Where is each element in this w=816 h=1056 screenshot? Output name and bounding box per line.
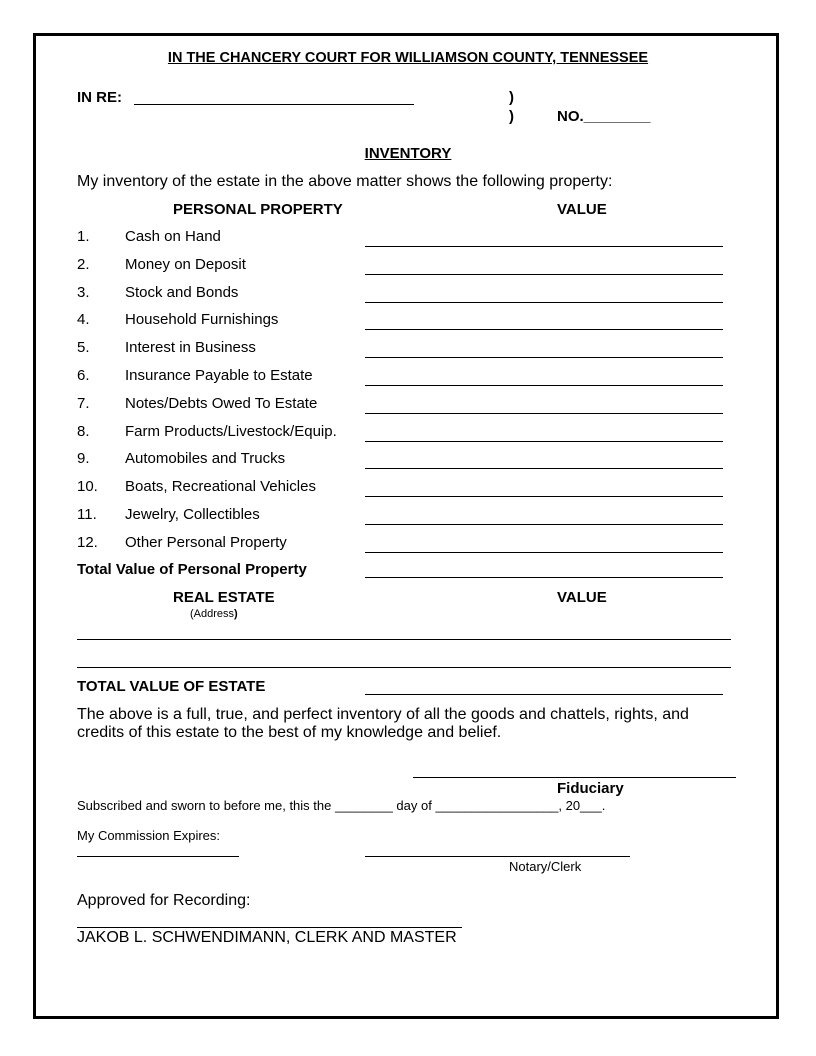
inventory-intro: My inventory of the estate in the above matter shows the following property: bbox=[77, 173, 613, 190]
property-item-label: Money on Deposit bbox=[125, 255, 246, 273]
fiduciary-signature-line[interactable] bbox=[413, 777, 736, 778]
property-item-label: Boats, Recreational Vehicles bbox=[125, 478, 316, 496]
real-estate-line-2[interactable] bbox=[77, 667, 731, 668]
address-note: (Address) bbox=[190, 608, 238, 620]
commission-label: My Commission Expires: bbox=[77, 828, 221, 843]
property-item-label: Interest in Business bbox=[125, 339, 256, 357]
fiduciary-label: Fiduciary bbox=[557, 780, 624, 797]
property-item-number: 2. bbox=[77, 255, 90, 273]
property-item-label: Notes/Debts Owed To Estate bbox=[125, 394, 318, 412]
caption-paren-1: ) bbox=[509, 89, 514, 106]
property-item-number: 4. bbox=[77, 311, 90, 329]
property-item-number: 6. bbox=[77, 367, 90, 384]
in-re-label: IN RE: bbox=[77, 89, 122, 106]
property-item-label: Household Furnishings bbox=[125, 311, 279, 329]
inventory-heading: INVENTORY bbox=[364, 145, 452, 162]
property-item-value-field[interactable] bbox=[365, 468, 723, 469]
property-item-label: Other Personal Property bbox=[125, 533, 287, 551]
property-item-number: 5. bbox=[77, 339, 90, 357]
total-estate-label: TOTAL VALUE OF ESTATE bbox=[77, 678, 266, 695]
property-item-value-field[interactable] bbox=[365, 385, 723, 386]
property-item-value-field[interactable] bbox=[365, 302, 723, 303]
property-item-value-field[interactable] bbox=[365, 441, 723, 442]
real-estate-line-1[interactable] bbox=[77, 639, 731, 640]
property-item-value-field[interactable] bbox=[365, 496, 723, 497]
property-item-value-field[interactable] bbox=[365, 329, 723, 330]
property-item-label: Insurance Payable to Estate bbox=[125, 367, 313, 384]
notary-signature-line[interactable] bbox=[365, 856, 630, 857]
property-item-value-field[interactable] bbox=[365, 274, 723, 275]
property-item-label: Farm Products/Livestock/Equip. bbox=[125, 422, 337, 440]
case-number-field[interactable]: NO.________ bbox=[557, 108, 651, 125]
court-title: IN THE CHANCERY COURT FOR WILLIAMSON COUNTY, TENNESSEE bbox=[167, 50, 649, 66]
property-item-label: Stock and Bonds bbox=[125, 283, 239, 301]
property-item-number: 10. bbox=[77, 478, 98, 496]
notary-label: Notary/Clerk bbox=[509, 859, 582, 874]
approval-signature-line[interactable] bbox=[77, 927, 462, 928]
property-item-number: 11. bbox=[77, 506, 97, 523]
subscribed-text: Subscribed and sworn to before me, this the ________ day of _________________, 20___. bbox=[77, 798, 606, 813]
property-item-number: 1. bbox=[77, 228, 90, 245]
total-estate-value-field[interactable] bbox=[365, 694, 723, 695]
value-header: VALUE bbox=[557, 201, 607, 218]
total-personal-label: Total Value of Personal Property bbox=[77, 561, 307, 578]
real-estate-header: REAL ESTATE bbox=[173, 589, 275, 606]
property-item-value-field[interactable] bbox=[365, 357, 723, 358]
personal-property-header: PERSONAL PROPERTY bbox=[173, 201, 343, 218]
clerk-name: JAKOB L. SCHWENDIMANN, CLERK AND MASTER bbox=[77, 929, 457, 946]
property-item-value-field[interactable] bbox=[365, 246, 723, 247]
caption-paren-2: ) bbox=[509, 108, 514, 125]
property-item-value-field[interactable] bbox=[365, 552, 723, 553]
property-item-label: Jewelry, Collectibles bbox=[125, 506, 260, 523]
property-item-label: Cash on Hand bbox=[125, 228, 221, 245]
approved-label: Approved for Recording: bbox=[77, 892, 251, 909]
property-item-number: 9. bbox=[77, 450, 90, 468]
property-item-value-field[interactable] bbox=[365, 413, 723, 414]
property-item-value-field[interactable] bbox=[365, 524, 723, 525]
real-estate-value-header: VALUE bbox=[557, 589, 607, 606]
property-item-number: 12. bbox=[77, 533, 98, 551]
property-item-label: Automobiles and Trucks bbox=[125, 450, 286, 468]
affirmation-text: The above is a full, true, and perfect inventory of all the goods and chattels, rights, and credits of this estate to the best of my knowledge and belief. bbox=[77, 706, 689, 741]
in-re-field[interactable] bbox=[134, 104, 414, 105]
property-item-number: 7. bbox=[77, 394, 90, 412]
total-personal-value-field[interactable] bbox=[365, 577, 723, 578]
property-item-number: 3. bbox=[77, 283, 90, 301]
property-item-number: 8. bbox=[77, 422, 90, 440]
commission-expires-line[interactable] bbox=[77, 856, 239, 857]
